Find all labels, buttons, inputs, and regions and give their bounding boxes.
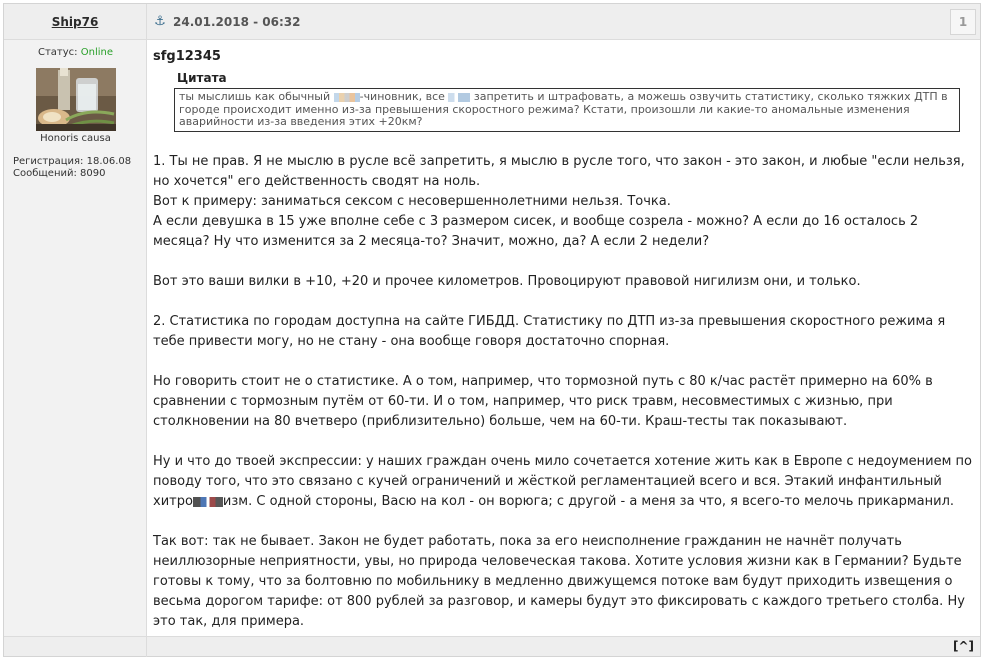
quote-text-2: -чиновник, все: [359, 90, 449, 103]
post-number-button[interactable]: 1: [950, 9, 976, 35]
quoted-author: sfg12345: [153, 49, 221, 64]
paragraph-3: 2. Статистика по городам доступна на сайте ГИБДД. Статистику по ДТП из-за превышения скоростного режима я тебе привести могу, но не стану - она вообще говоря достаточно спорная.: [153, 314, 946, 349]
paragraph-1: [153, 152, 977, 252]
message-count: Сообщений: 8090: [13, 168, 106, 179]
censored-word-mark: [448, 93, 470, 102]
forum-post: [3, 3, 981, 657]
status-value: Online: [80, 47, 113, 58]
paragraph-1-line-3: А если девушка в 15 уже вполне себе с 3 размером сисек, и вообще созрела - можно? А если до 16 осталось 2 месяца? Ну что изменится за 2 месяца-то? Значит, можно, да? А если 2 недели?: [153, 214, 919, 249]
censored-word-mark: [193, 497, 223, 507]
post-footer: [4, 636, 980, 656]
paragraph-1-line-2: Вот к примеру: заниматься сексом с несовершеннолетними нельзя. Точка.: [153, 194, 671, 209]
post-header: [4, 4, 980, 40]
avatar-image: [36, 68, 116, 131]
paragraph-1-line-1: 1. Ты не прав. Я не мыслю в русле всё запретить, я мыслю в русле того, что закон - это закон, и любые "если нельзя, но хочется" его действенность сводят на ноль.: [153, 154, 965, 189]
registration-date: Регистрация: 18.06.08: [13, 156, 132, 167]
status-label: Статус:: [38, 47, 78, 58]
scroll-top-button[interactable]: [^]: [952, 639, 974, 653]
post-body: [153, 152, 977, 652]
paragraph-2: Вот это ваши вилки в +10, +20 и прочее километров. Провоцируют правовой нигилизм они, и только.: [153, 274, 861, 289]
quote-box: [174, 88, 960, 132]
paragraph-6: Так вот: так не бывает. Закон не будет работать, пока за его неисполнение гражданин не начнёт получать неиллюзорные неприятности, увы, но природа человеческая такова. Хотите условия жизни как в Германии? Будьте готовы к тому, что за болтовню по мобильнику в медленно движущемся потоке вам будут приходить извещения о весьма дорогом тарифе: от 800 рублей за разговор, и камеры будут это фиксировать с каждого третьего столба. Ну это так, для примера.: [153, 534, 965, 629]
post-content: [150, 40, 980, 636]
quote-text-1: ты мыслишь как обычный: [179, 90, 334, 103]
paragraph-5: [153, 452, 977, 512]
user-stats: [13, 156, 131, 180]
status-line: [4, 47, 147, 58]
censored-word-mark: [334, 93, 360, 102]
author-name-link[interactable]: Ship76: [51, 15, 99, 29]
quote-title: Цитата: [177, 71, 227, 85]
paragraph-5-part-2: изм. С одной стороны, Васю на кол - он ворюга; с другой - а меня за что, я всего-то мелочь прикарманил.: [222, 494, 955, 509]
paragraph-4: Но говорить стоит не о статистике. А о том, например, что тормозной путь с 80 к/час растёт примерно на 60% в сравнении с тормозным путём от 60-ти. И о том, например, что риск травм, несовместимых с жизнью, при столкновении на 80 вчетверо (приблизительно) больше, чем на 60-ти. Краш-тесты так показывают.: [153, 374, 933, 429]
author-sidebar: [4, 40, 147, 636]
quote-text-3: запретить и штрафовать, а можешь озвучить статистику, сколько тяжких ДТП в городе происходит именно из-за превышения скоростного режима? Кстати, произошли ли какие-то аномальные изменения аварийности из-за введения этих +20км?: [179, 90, 948, 128]
author-cell: [4, 4, 147, 40]
anchor-icon[interactable]: ⚓: [154, 14, 166, 29]
post-datetime: 24.01.2018 - 06:32: [173, 15, 301, 29]
paragraph-5-part-1: Ну и что до твоей экспрессии: у наших граждан очень мило сочетается хотение жить как в Европе с недоумением по поводу того, что это связано с кучей ограничений и жёсткой регламентацией всего и вся. Этакий инфантильный хитро: [153, 454, 973, 509]
avatar[interactable]: [36, 68, 116, 131]
footer-left-cell: [4, 637, 147, 657]
user-title: Honoris causa: [40, 133, 111, 144]
post-meta: [153, 15, 300, 29]
